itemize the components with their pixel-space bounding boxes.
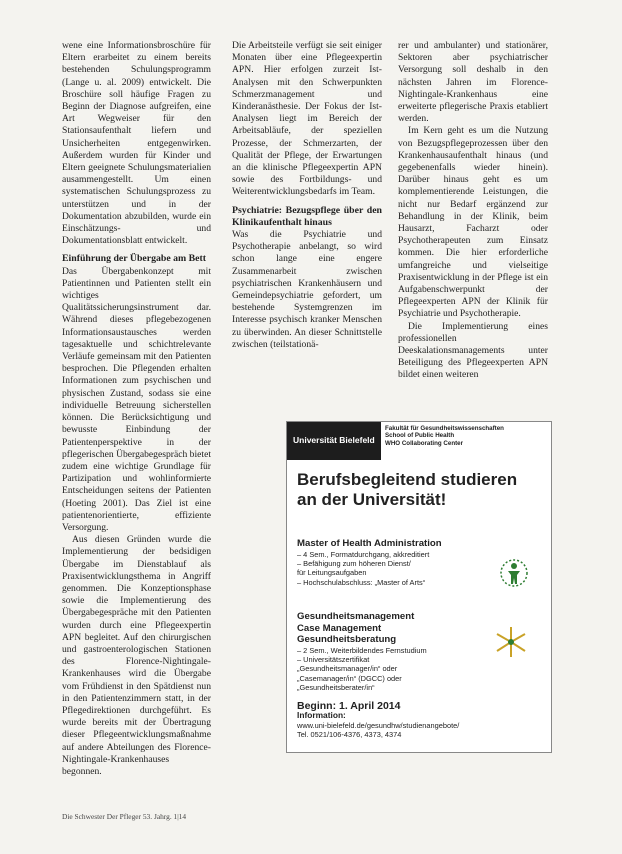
mha-heading: Master of Health Administration xyxy=(297,538,442,549)
ad-header-bar xyxy=(287,422,551,460)
col1-paragraph-2: Das Übergabenkonzept mit Patientinnen und Patienten stellt ein wichtiges Qualitätssicherungsinstrument dar. Während dieses pflegebezogenen Informationsaustausches werden tagesaktuelle und schichtrelevante Verläufe gemeinsam mit den Patienten besprochen. Die Pflegenden erhalten Informationen zum psychischen und physischen Zustand, sodass sie eine individuelle Betreuung sicherstellen können. Die Berücksichtigung und bewusste Einbindung der Patientenperspektive in der pflegerischen Übergabegespräch bietet zudem eine wichtige Grundlage für Partizipation und wohlinformierte Entscheidungen seitens der Patienten (Hoeting 2001). Das Ziel ist eine patientenorientierte, effiziente Versorgung. xyxy=(62,265,211,533)
faculty-line: Fakultät für Gesundheitswissenschaften xyxy=(385,425,504,432)
col1-paragraph-3: Aus diesen Gründen wurde die Implementierung der bedsidigen Übergabe im Dienstablauf als Praxisentwicklungsthema in Angriff genommen. Die Konzeptionsphase sowie die Implementierung des Übergabegespräche mit den Patienten wurden durch eine Pflegeexpertin APN begleitet. Auf den chirurgischen und gastroenterologischen Stationen des Florence-Nightingale-Krankenhauses wird die Übergabe vom Frühdienst in den Spätdienst nun in den Patientenzimmern statt, in der Pflegedirektionen durchgeführt. Es wurde bereits mit der Übertragung dieser Pflegeentwicklungsmaßnahme auf andere Abteilungen des Florence-Nightingale-Krankenhauses begonnen. xyxy=(62,534,211,777)
mha-section xyxy=(297,538,527,587)
col3-paragraph-3: Die Implementierung eines professionellen Deeskalationsmanagements unter Beteiligung des Pflegeexperten APN bildet einen weiteren xyxy=(398,320,548,381)
mha-line: – 4 Sem., Formatdurchgang, akkreditiert xyxy=(297,549,430,559)
person-figure-icon xyxy=(499,557,529,591)
gm-line: – Universitätszertifikat xyxy=(297,654,370,664)
ad-title-line: Berufsbegleitend studieren xyxy=(297,470,518,489)
gm-line: „Casemanager/in“ (DGCC) oder xyxy=(297,673,402,683)
network-arrows-icon xyxy=(493,624,529,660)
page-footer: Die Schwester Der Pfleger 53. Jahrg. 1|14 xyxy=(62,812,187,821)
info-label: Information: xyxy=(297,710,346,721)
gm-heading-line: Gesundheitsmanagement xyxy=(297,611,415,622)
faculty-line: School of Public Health xyxy=(385,432,455,440)
gm-line: – 2 Sem., Weiterbildendes Fernstudium xyxy=(297,645,427,655)
col3-paragraph-2: Im Kern geht es um die Nutzung von Bezugspflegeprozessen über den Krankenhausaufenthalt hinaus (und gegebenenfalls wieder hinein). Darüber hinaus geht es um komplementierende Leistungen, die nicht nur Bedarf ergänzend zur Behandlung in der Klinik, beim Hausarzt, Facharzt oder Psychotherapeuten zum Einsatz kommen. Die hier erforderliche umfangreiche und vielseitige Praxisentwicklung in der Pflege ist ein Aufgabenschwerpunkt der Pflegeexperten APN der Klinik für Psychiatrie und Psychotherapie. xyxy=(398,125,548,320)
mha-line: für Leitungsaufgaben xyxy=(297,568,367,578)
gm-heading-line: Gesundheitsberatung xyxy=(297,634,397,645)
column-1 xyxy=(62,40,211,778)
col2-paragraph-2: Was die Psychiatrie und Psychotherapie anbelangt, so wird schon lange eine engere Zusammenarbeit zwischen psychiatrischen Krankenhäusern und Gemeindepsychiatrie gefordert, um bestehende Systemgrenzen im Interesse psychisch kranker Menschen zu überwinden. An dieser Schnittstelle zwischen (teilstationä- xyxy=(232,229,382,350)
mha-line: – Befähigung zum höheren Dienst/ xyxy=(297,558,411,568)
university-logo: Universität Bielefeld xyxy=(293,435,375,445)
col2-paragraph-1: Die Arbeitsteile verfügt sie seit einiger Monaten über eine Pflegeexpertin APN. Hier erfolgen zurzeit Ist-Analysen mit den Schwerpunkten Schmerzmanagement und Kinderanästhesie. Der Fokus der Ist-Analysen liegt im Bereich der Arbeitsabläufe, der speziellen Prozesse, der Schmerzarten, der Qualität der Pflege, der Erwartungen an die klinische Pflegeexpertin APN sowie des Fortbildungs- und Weiterentwicklungsbedarfs im Team. xyxy=(232,40,382,198)
gm-line: „Gesundheitsberater/in“ xyxy=(297,683,375,693)
faculty-info xyxy=(381,422,551,460)
mha-line: – Hochschulabschluss: „Master of Arts“ xyxy=(297,577,426,587)
ad-title xyxy=(297,470,547,510)
col1-heading: Einführung der Übergabe am Bett xyxy=(62,253,207,265)
column-2 xyxy=(232,40,382,351)
info-url[interactable]: www.uni-bielefeld.de/gesundhw/studienangebote/ xyxy=(297,720,460,730)
col1-paragraph-1: wene eine Informationsbroschüre für Eltern erarbeitet zu einem bereits bestehenden Schulungsprogramm (Lange u. al. 2009) entwickelt. Die Broschüre soll häufige Fragen zu Beginn der Diagnose aufgreifen, eine Art Wegweiser für den Stationsaufenthalt liefern und Unsicherheiten entgegenwirken. Außerdem wurden für Kinder und Eltern geeignete Schulungsmaterialien ausammengestellt. Um einen systematischen Schulungsprozess zu unterstützen und in der Dokumentation abzubilden, wurde ein Einschätzungs- und Dokumentationsblatt entwickelt. xyxy=(62,40,211,247)
col3-paragraph-1: rer und ambulanter) und stationärer, Sektoren aber psychiatrischer Versorgung soll deshalb in den nächsten Jahren im Florence-Nightingale-Krankenhaus eine erweiterte pflegerische Praxis etabliert werden. xyxy=(398,40,548,125)
info-phone: Tel. 0521/106-4376, 4373, 4374 xyxy=(297,730,402,740)
faculty-line: WHO Collaborating Center xyxy=(385,439,464,447)
ad-title-line: an der Universität! xyxy=(297,490,447,509)
university-advertisement xyxy=(286,421,552,753)
col2-heading: Psychiatrie: Bezugspflege über den Klinikaufenthalt hinaus xyxy=(232,204,382,228)
begin-info-section xyxy=(297,702,527,740)
begin-date: Beginn: 1. April 2014 xyxy=(297,700,401,712)
gm-heading-line: Case Management xyxy=(297,622,382,634)
column-3 xyxy=(398,40,548,382)
gm-line: „Gesundheitsmanager/in“ oder xyxy=(297,664,398,674)
